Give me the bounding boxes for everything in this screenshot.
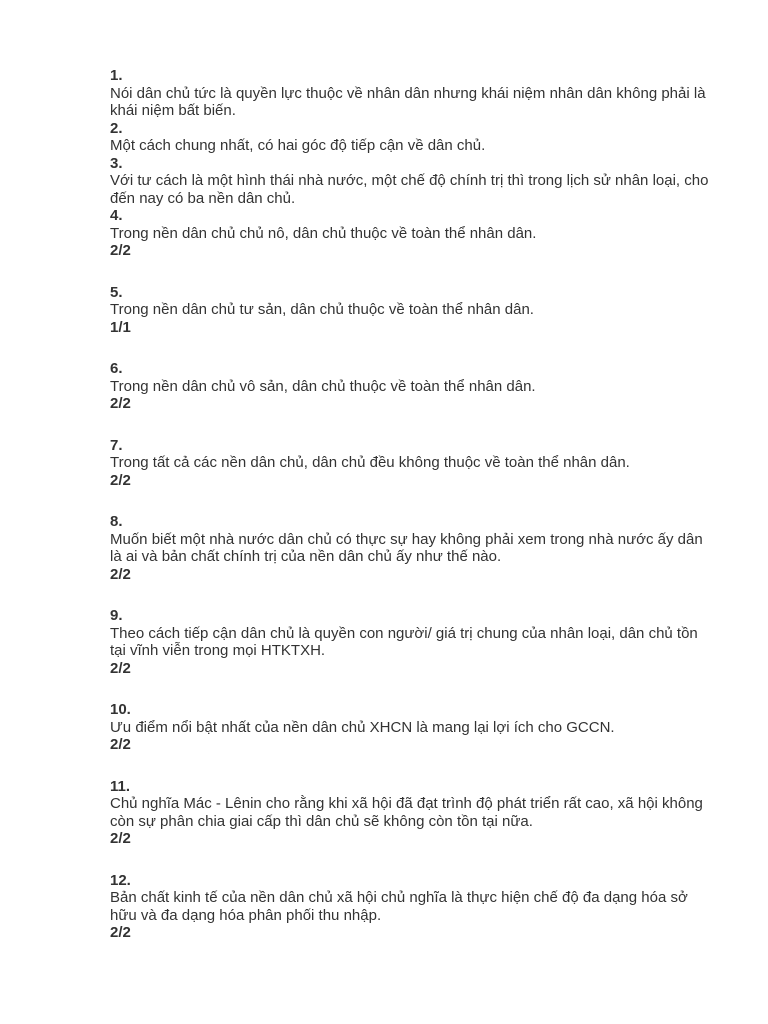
question-item [110,607,710,677]
question-text: Trong nền dân chủ vô sản, dân chủ thuộc về toàn thể nhân dân. [110,377,536,395]
question-text: Ưu điểm nổi bật nhất của nền dân chủ XHCN là mang lại lợi ích cho GCCN. [110,718,615,736]
question-text: Một cách chung nhất, có hai góc độ tiếp cận về dân chủ. [110,137,486,154]
question-score: 2/2 [110,471,131,489]
question-item [110,120,710,155]
question-item [110,437,710,490]
question-score: 2/2 [110,659,131,677]
question-number: 3. [110,154,123,172]
question-text: Trong tất cả các nền dân chủ, dân chủ đều không thuộc về toàn thể nhân dân. [110,454,630,471]
question-text: Trong nền dân chủ chủ nô, dân chủ thuộc về toàn thể nhân dân. [110,224,537,242]
question-number: 8. [110,513,123,530]
question-number: 4. [110,207,123,224]
question-item [110,207,710,260]
question-number: 1. [110,67,123,84]
question-item [110,778,710,848]
question-score: 2/2 [110,830,131,847]
question-text: Nói dân chủ tức là quyền lực thuộc về nhân dân nhưng khái niệm nhân dân không phải là khái niệm bất biến. [110,84,706,119]
question-item [110,284,710,337]
question-number: 6. [110,360,123,377]
question-text: Muốn biết một nhà nước dân chủ có thực sự hay không phải xem trong nhà nước ấy dân là ai và bản chất chính trị của nền dân chủ ấy như thế nào. [110,530,703,565]
question-number: 7. [110,436,123,454]
question-score: 2/2 [110,242,131,259]
question-score: 1/1 [110,318,131,336]
question-item [110,513,710,583]
question-score: 2/2 [110,395,131,412]
question-number: 11. [110,777,131,795]
question-number: 12. [110,871,131,889]
question-item [110,872,710,942]
question-score: 2/2 [110,736,131,753]
question-score: 2/2 [110,924,131,941]
question-item [110,360,710,413]
question-item [110,67,710,120]
question-number: 10. [110,701,131,718]
question-number: 2. [110,119,123,137]
question-number: 5. [110,283,123,301]
question-item [110,155,710,208]
question-text: Trong nền dân chủ tư sản, dân chủ thuộc về toàn thể nhân dân. [110,301,534,318]
question-text: Với tư cách là một hình thái nhà nước, một chế độ chính trị thì trong lịch sử nhân loại, cho đến nay có ba nền dân chủ. [110,172,709,207]
question-number: 9. [110,607,123,624]
question-item [110,701,710,754]
question-text: Bản chất kinh tế của nền dân chủ xã hội chủ nghĩa là thực hiện chế độ đa dạng hóa sở hữu và đa dạng hóa phân phối thu nhập. [110,889,688,924]
quiz-document [110,67,710,966]
question-text: Theo cách tiếp cận dân chủ là quyền con người/ giá trị chung của nhân loại, dân chủ tồn tại vĩnh viễn trong mọi HTKTXH. [110,624,698,659]
question-text: Chủ nghĩa Mác - Lênin cho rằng khi xã hội đã đạt trình độ phát triển rất cao, xã hội không còn sự phân chia giai cấp thì dân chủ sẽ không còn tồn tại nữa. [110,795,703,830]
question-score: 2/2 [110,565,131,583]
